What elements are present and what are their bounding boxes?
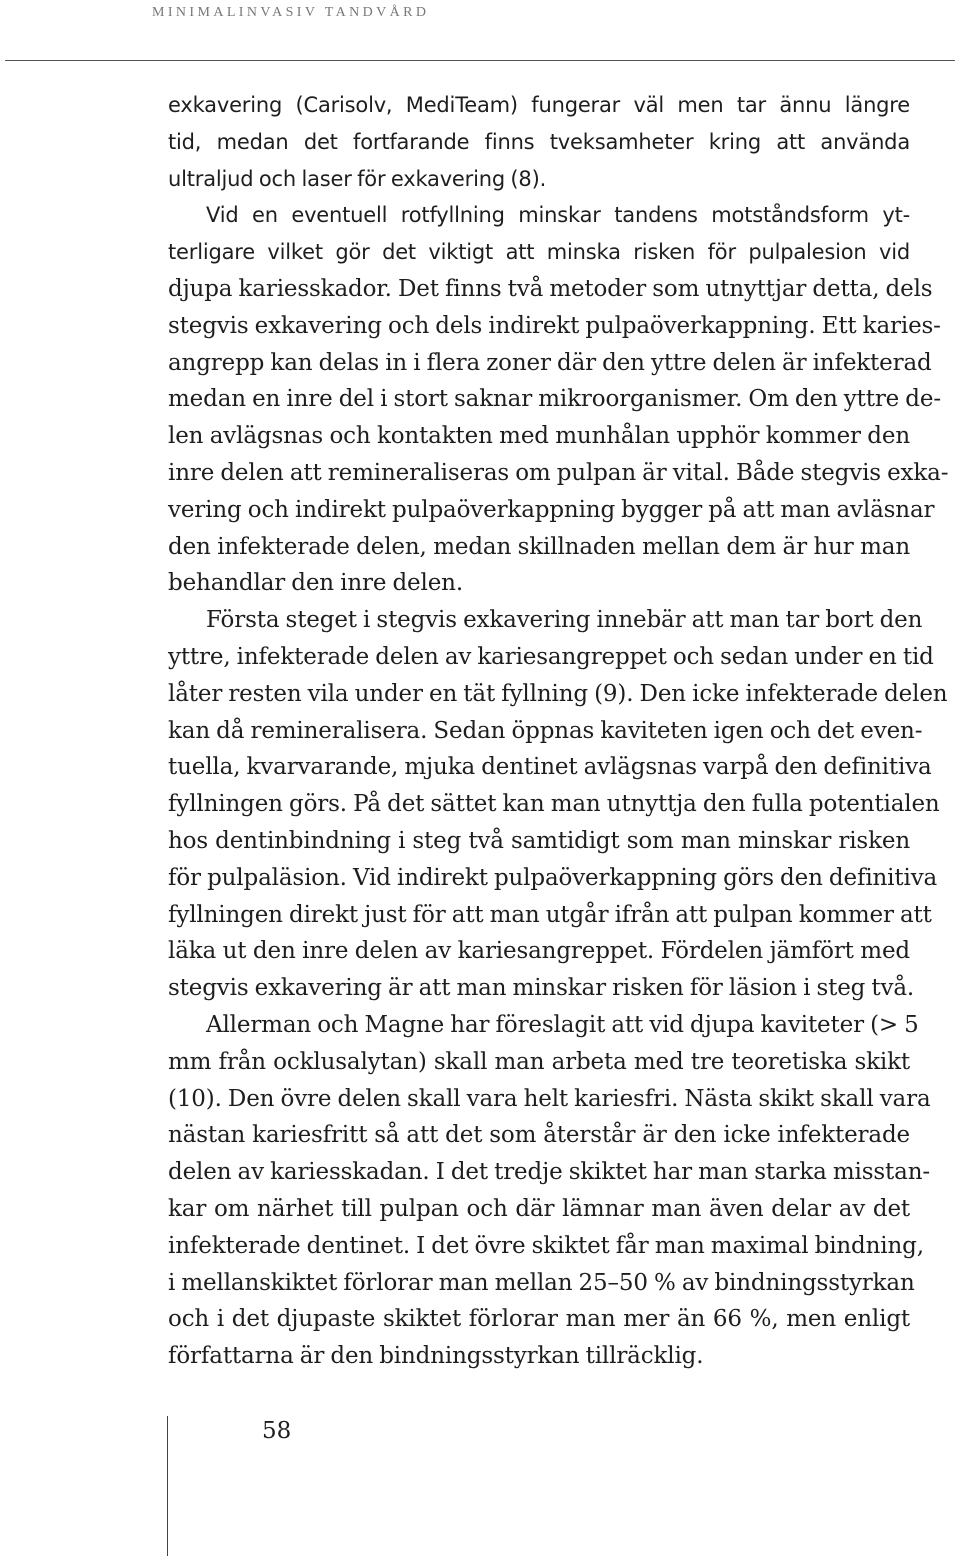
- text-line: fyllningen görs. På det sättet kan man utnyttja den fulla potentialen: [168, 791, 940, 818]
- running-header: MINIMALINVASIV TANDVÅRD: [152, 5, 430, 20]
- text-line: Allerman och Magne har föreslagit att vid djupa kaviteter (> 5: [206, 1011, 919, 1038]
- text-line: inre delen att remineraliseras om pulpan är vital. Både stegvis exka-: [168, 459, 949, 486]
- text-line: angrepp kan delas in i flera zoner där den yttre delen är infekterad: [168, 349, 932, 376]
- text-line: behandlar den inre delen.: [168, 570, 463, 597]
- text-line: och i det djupaste skiktet förlorar man mer än 66 %, men enligt: [168, 1306, 910, 1333]
- text-line: infekterade dentinet. I det övre skiktet får man maximal bindning,: [168, 1232, 924, 1259]
- text-line: ultraljud och laser för exkavering (8).: [168, 166, 547, 191]
- text-line: för pulpaläsion. Vid indirekt pulpaöverkappning görs den definitiva: [168, 864, 938, 891]
- text-line: fyllningen direkt just för att man utgår ifrån att pulpan kommer att: [168, 901, 932, 928]
- text-line: vering och indirekt pulpaöverkappning bygger på att man avläsnar: [168, 496, 935, 523]
- text-line: medan en inre del i stort saknar mikroorganismer. Om den yttre de-: [168, 386, 941, 413]
- text-line: delen av kariesskadan. I det tredje skiktet har man starka misstan-: [168, 1159, 930, 1186]
- header-rule: [5, 60, 955, 61]
- body-text: [168, 87, 949, 1375]
- text-line: yttre, infekterade delen av kariesangreppet och sedan under en tid: [168, 643, 934, 670]
- text-line: Första steget i stegvis exkavering innebär att man tar bort den: [206, 607, 923, 634]
- text-line: låter resten vila under en tät fyllning (9). Den icke infekterade delen: [168, 680, 948, 707]
- text-line: kan då remineralisera. Sedan öppnas kaviteten igen och det even-: [168, 717, 923, 744]
- text-line: (10). Den övre delen skall vara helt kariesfri. Nästa skikt skall vara: [168, 1085, 931, 1112]
- text-line: kar om närhet till pulpan och där lämnar man även delar av det: [168, 1195, 910, 1222]
- text-line: i mellanskiktet förlorar man mellan 25–50 % av bindningsstyrkan: [168, 1269, 915, 1296]
- text-line: läka ut den inre delen av kariesangreppet. Fördelen jämfört med: [168, 938, 910, 965]
- text-line: djupa kariesskador. Det finns två metoder som utnyttjar detta, dels: [168, 275, 933, 302]
- text-line: nästan kariesfritt så att det som återstår är den icke infekterade: [168, 1122, 910, 1149]
- page-number: 58: [262, 1418, 292, 1444]
- text-line: tid, medan det fortfarande finns tveksamheter kring att använda: [168, 129, 910, 154]
- text-line: len avlägsnas och kontakten med munhålan upphör kommer den: [168, 423, 910, 450]
- text-line: stegvis exkavering är att man minskar risken för läsion i steg två.: [168, 975, 915, 1002]
- text-line: stegvis exkavering och dels indirekt pulpaöverkappning. Ett karies-: [168, 312, 941, 339]
- text-line: exkavering (Carisolv, MediTeam) fungerar väl men tar ännu längre: [168, 93, 910, 117]
- text-line: den infekterade delen, medan skillnaden mellan dem är hur man: [168, 533, 910, 560]
- footer-rule: [167, 1416, 168, 1556]
- text-line: mm från ocklusalytan) skall man arbeta med tre teoretiska skikt: [168, 1048, 910, 1075]
- text-line: tuella, kvarvarande, mjuka dentinet avlägsnas varpå den definitiva: [168, 754, 932, 781]
- text-line: hos dentinbindning i steg två samtidigt som man minskar risken: [168, 827, 910, 854]
- text-line: terligare vilket gör det viktigt att minska risken för pulpalesion vid: [168, 240, 910, 265]
- text-line: författarna är den bindningsstyrkan tillräcklig.: [168, 1343, 704, 1370]
- text-line: Vid en eventuell rotfyllning minskar tandens motståndsform yt-: [206, 203, 910, 228]
